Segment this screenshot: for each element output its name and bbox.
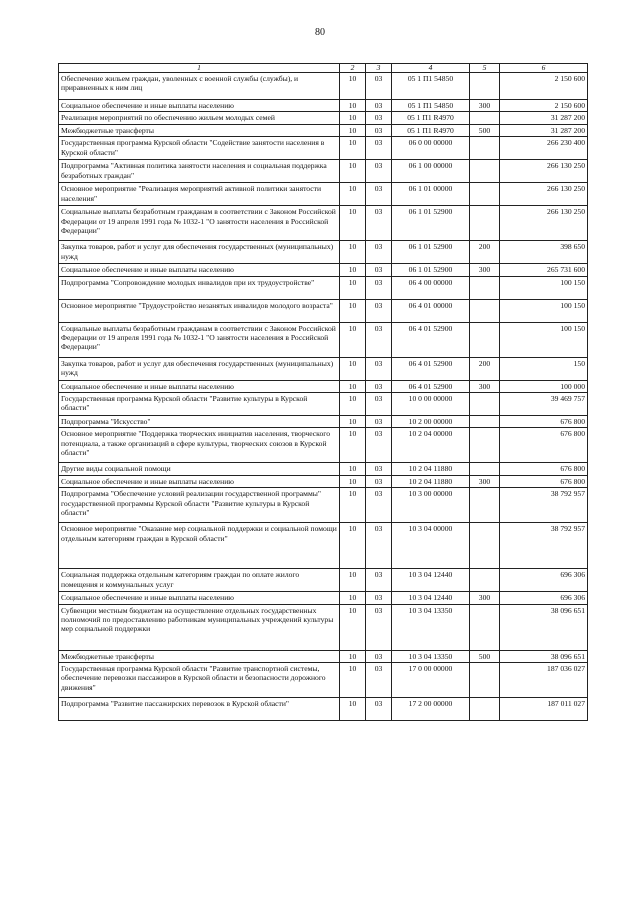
amount: 38 096 651 xyxy=(500,604,588,650)
section-code: 10 xyxy=(340,604,366,650)
expense-type-code xyxy=(470,73,500,100)
item-name: Государственная программа Курской области "Развитие культуры в Курской области" xyxy=(59,393,340,416)
item-name: Подпрограмма "Искусство" xyxy=(59,416,340,428)
section-code: 10 xyxy=(340,183,366,206)
subsection-code: 03 xyxy=(366,663,392,698)
column-header: 5 xyxy=(470,64,500,73)
amount: 266 130 250 xyxy=(500,206,588,241)
target-article-code: 10 3 04 12440 xyxy=(392,569,470,592)
expense-type-code xyxy=(470,322,500,357)
subsection-code: 03 xyxy=(366,112,392,124)
target-article-code: 05 1 П1 R4970 xyxy=(392,124,470,136)
section-code: 10 xyxy=(340,650,366,662)
subsection-code: 03 xyxy=(366,357,392,380)
table-row xyxy=(59,428,588,463)
item-name: Закупка товаров, работ и услуг для обеспечения государственных (муниципальных) нужд xyxy=(59,357,340,380)
target-article-code: 17 0 00 00000 xyxy=(392,663,470,698)
subsection-code: 03 xyxy=(366,463,392,475)
item-name: Социальное обеспечение и иные выплаты населению xyxy=(59,264,340,276)
amount: 100 150 xyxy=(500,299,588,322)
subsection-code: 03 xyxy=(366,428,392,463)
target-article-code: 06 4 01 52900 xyxy=(392,380,470,392)
expense-type-code: 300 xyxy=(470,592,500,604)
target-article-code: 10 3 04 13350 xyxy=(392,604,470,650)
section-code: 10 xyxy=(340,523,366,569)
target-article-code: 06 1 01 52900 xyxy=(392,241,470,264)
table-row xyxy=(59,663,588,698)
table-row xyxy=(59,523,588,569)
target-article-code: 05 1 П1 54850 xyxy=(392,73,470,100)
table-row xyxy=(59,698,588,721)
expense-type-code: 500 xyxy=(470,650,500,662)
section-code: 10 xyxy=(340,124,366,136)
target-article-code: 06 4 01 00000 xyxy=(392,299,470,322)
expense-type-code xyxy=(470,698,500,721)
expense-type-code xyxy=(470,523,500,569)
subsection-code: 03 xyxy=(366,73,392,100)
expense-type-code xyxy=(470,604,500,650)
target-article-code: 17 2 00 00000 xyxy=(392,698,470,721)
subsection-code: 03 xyxy=(366,592,392,604)
table-row xyxy=(59,393,588,416)
item-name: Подпрограмма "Активная политика занятости населения и социальная поддержка безработных граждан" xyxy=(59,160,340,183)
section-code: 10 xyxy=(340,73,366,100)
section-code: 10 xyxy=(340,206,366,241)
amount: 187 011 027 xyxy=(500,698,588,721)
target-article-code: 10 3 00 00000 xyxy=(392,488,470,523)
subsection-code: 03 xyxy=(366,393,392,416)
item-name: Субвенции местным бюджетам на осуществление отдельных государственных полномочий по предоставлению работникам муниципальных учреждений культуры мер социальной поддержки xyxy=(59,604,340,650)
expense-type-code xyxy=(470,569,500,592)
target-article-code: 06 4 01 52900 xyxy=(392,357,470,380)
column-header: 6 xyxy=(500,64,588,73)
target-article-code: 10 3 04 12440 xyxy=(392,592,470,604)
table-row xyxy=(59,569,588,592)
amount: 696 306 xyxy=(500,569,588,592)
item-name: Социальное обеспечение и иные выплаты населению xyxy=(59,475,340,487)
section-code: 10 xyxy=(340,276,366,299)
item-name: Закупка товаров, работ и услуг для обеспечения государственных (муниципальных) нужд xyxy=(59,241,340,264)
table-row xyxy=(59,276,588,299)
item-name: Подпрограмма "Обеспечение условий реализации государственной программы" государственной программы Курской области "Развитие культуры в Курской области" xyxy=(59,488,340,523)
expense-type-code xyxy=(470,393,500,416)
expense-type-code xyxy=(470,463,500,475)
target-article-code: 06 0 00 00000 xyxy=(392,137,470,160)
section-code: 10 xyxy=(340,299,366,322)
subsection-code: 03 xyxy=(366,124,392,136)
table-row xyxy=(59,604,588,650)
amount: 31 287 200 xyxy=(500,124,588,136)
amount: 676 800 xyxy=(500,416,588,428)
section-code: 10 xyxy=(340,100,366,112)
target-article-code: 10 2 04 11880 xyxy=(392,475,470,487)
item-name: Обеспечение жильем граждан, уволенных с военной службы (службы), и приравненных к ним лиц xyxy=(59,73,340,100)
table-row xyxy=(59,112,588,124)
subsection-code: 03 xyxy=(366,698,392,721)
expense-type-code: 200 xyxy=(470,241,500,264)
item-name: Социальное обеспечение и иные выплаты населению xyxy=(59,592,340,604)
target-article-code: 06 4 00 00000 xyxy=(392,276,470,299)
item-name: Основное мероприятие "Поддержка творческих инициатив населения, творческого потенциала, а также организаций в сфере культуры, творческих союзов в Курской области" xyxy=(59,428,340,463)
item-name: Межбюджетные трансферты xyxy=(59,650,340,662)
target-article-code: 10 2 04 11880 xyxy=(392,463,470,475)
amount: 100 150 xyxy=(500,322,588,357)
section-code: 10 xyxy=(340,264,366,276)
table-row xyxy=(59,160,588,183)
target-article-code: 05 1 П1 R4970 xyxy=(392,112,470,124)
target-article-code: 10 2 00 00000 xyxy=(392,416,470,428)
section-code: 10 xyxy=(340,663,366,698)
section-code: 10 xyxy=(340,428,366,463)
expense-type-code: 300 xyxy=(470,380,500,392)
expense-type-code: 300 xyxy=(470,100,500,112)
amount: 266 130 250 xyxy=(500,183,588,206)
item-name: Социальное обеспечение и иные выплаты населению xyxy=(59,380,340,392)
section-code: 10 xyxy=(340,463,366,475)
table-row xyxy=(59,206,588,241)
amount: 696 306 xyxy=(500,592,588,604)
expense-type-code xyxy=(470,183,500,206)
expense-type-code xyxy=(470,206,500,241)
expense-type-code: 300 xyxy=(470,264,500,276)
subsection-code: 03 xyxy=(366,241,392,264)
table-row xyxy=(59,183,588,206)
table-row xyxy=(59,299,588,322)
column-header: 2 xyxy=(340,64,366,73)
item-name: Государственная программа Курской области "Развитие транспортной системы, обеспечение перевозки пассажиров в Курской области и безопасности дорожного движения" xyxy=(59,663,340,698)
target-article-code: 06 1 01 52900 xyxy=(392,264,470,276)
section-code: 10 xyxy=(340,112,366,124)
table-row xyxy=(59,137,588,160)
amount: 39 469 757 xyxy=(500,393,588,416)
target-article-code: 06 4 01 52900 xyxy=(392,322,470,357)
amount: 187 036 027 xyxy=(500,663,588,698)
item-name: Государственная программа Курской области "Содействие занятости населения в Курской области" xyxy=(59,137,340,160)
amount: 266 230 400 xyxy=(500,137,588,160)
item-name: Социальные выплаты безработным гражданам в соответствии с Законом Российской Федерации от 19 апреля 1991 года № 1032-1 "О занятости населения в Российской Федерации" xyxy=(59,322,340,357)
amount: 150 xyxy=(500,357,588,380)
expense-type-code xyxy=(470,663,500,698)
amount: 100 150 xyxy=(500,276,588,299)
amount: 676 800 xyxy=(500,428,588,463)
budget-table xyxy=(58,63,588,721)
item-name: Социальная поддержка отдельным категориям граждан по оплате жилого помещения и коммунальных услуг xyxy=(59,569,340,592)
table-row xyxy=(59,463,588,475)
target-article-code: 05 1 П1 54850 xyxy=(392,100,470,112)
section-code: 10 xyxy=(340,137,366,160)
section-code: 10 xyxy=(340,322,366,357)
subsection-code: 03 xyxy=(366,160,392,183)
expense-type-code xyxy=(470,137,500,160)
item-name: Подпрограмма "Сопровождение молодых инвалидов при их трудоустройстве" xyxy=(59,276,340,299)
amount: 266 130 250 xyxy=(500,160,588,183)
target-article-code: 10 2 04 00000 xyxy=(392,428,470,463)
section-code: 10 xyxy=(340,416,366,428)
target-article-code: 10 3 04 00000 xyxy=(392,523,470,569)
section-code: 10 xyxy=(340,393,366,416)
expense-type-code xyxy=(470,299,500,322)
subsection-code: 03 xyxy=(366,206,392,241)
column-header: 4 xyxy=(392,64,470,73)
item-name: Реализация мероприятий по обеспечению жильем молодых семей xyxy=(59,112,340,124)
expense-type-code: 200 xyxy=(470,357,500,380)
amount: 2 150 600 xyxy=(500,100,588,112)
subsection-code: 03 xyxy=(366,569,392,592)
amount: 31 287 200 xyxy=(500,112,588,124)
table-row xyxy=(59,357,588,380)
table-row xyxy=(59,124,588,136)
target-article-code: 10 0 00 00000 xyxy=(392,393,470,416)
section-code: 10 xyxy=(340,160,366,183)
amount: 265 731 600 xyxy=(500,264,588,276)
amount: 38 096 651 xyxy=(500,650,588,662)
table-row xyxy=(59,592,588,604)
item-name: Другие виды социальной помощи xyxy=(59,463,340,475)
section-code: 10 xyxy=(340,475,366,487)
table-row xyxy=(59,241,588,264)
table-row xyxy=(59,264,588,276)
expense-type-code xyxy=(470,276,500,299)
subsection-code: 03 xyxy=(366,523,392,569)
subsection-code: 03 xyxy=(366,137,392,160)
expense-type-code xyxy=(470,160,500,183)
expense-type-code xyxy=(470,488,500,523)
table-row xyxy=(59,416,588,428)
subsection-code: 03 xyxy=(366,650,392,662)
target-article-code: 06 1 00 00000 xyxy=(392,160,470,183)
section-code: 10 xyxy=(340,488,366,523)
subsection-code: 03 xyxy=(366,488,392,523)
section-code: 10 xyxy=(340,569,366,592)
expense-type-code xyxy=(470,416,500,428)
subsection-code: 03 xyxy=(366,183,392,206)
subsection-code: 03 xyxy=(366,299,392,322)
item-name: Подпрограмма "Развитие пассажирских перевозок в Курской области" xyxy=(59,698,340,721)
amount: 676 800 xyxy=(500,475,588,487)
subsection-code: 03 xyxy=(366,604,392,650)
section-code: 10 xyxy=(340,241,366,264)
item-name: Основное мероприятие "Реализация мероприятий активной политики занятости населения" xyxy=(59,183,340,206)
item-name: Социальное обеспечение и иные выплаты населению xyxy=(59,100,340,112)
table-row xyxy=(59,488,588,523)
subsection-code: 03 xyxy=(366,416,392,428)
section-code: 10 xyxy=(340,380,366,392)
expense-type-code xyxy=(470,112,500,124)
table-row xyxy=(59,650,588,662)
expense-type-code: 300 xyxy=(470,475,500,487)
item-name: Социальные выплаты безработным гражданам в соответствии с Законом Российской Федерации от 19 апреля 1991 года № 1032-1 "О занятости населения в Российской Федерации" xyxy=(59,206,340,241)
section-code: 10 xyxy=(340,592,366,604)
table-row xyxy=(59,100,588,112)
expense-type-code: 500 xyxy=(470,124,500,136)
item-name: Основное мероприятие "Трудоустройство незанятых инвалидов молодого возраста" xyxy=(59,299,340,322)
table-row xyxy=(59,73,588,100)
subsection-code: 03 xyxy=(366,475,392,487)
page-number: 80 xyxy=(315,27,325,38)
table-header-row xyxy=(59,64,588,73)
table-row xyxy=(59,380,588,392)
table-row xyxy=(59,322,588,357)
amount: 38 792 957 xyxy=(500,488,588,523)
table-row xyxy=(59,475,588,487)
subsection-code: 03 xyxy=(366,276,392,299)
amount: 676 800 xyxy=(500,463,588,475)
section-code: 10 xyxy=(340,357,366,380)
target-article-code: 10 3 04 13350 xyxy=(392,650,470,662)
amount: 398 650 xyxy=(500,241,588,264)
amount: 2 150 600 xyxy=(500,73,588,100)
amount: 38 792 957 xyxy=(500,523,588,569)
target-article-code: 06 1 01 00000 xyxy=(392,183,470,206)
expense-type-code xyxy=(470,428,500,463)
subsection-code: 03 xyxy=(366,264,392,276)
column-header: 3 xyxy=(366,64,392,73)
target-article-code: 06 1 01 52900 xyxy=(392,206,470,241)
item-name: Межбюджетные трансферты xyxy=(59,124,340,136)
subsection-code: 03 xyxy=(366,380,392,392)
subsection-code: 03 xyxy=(366,322,392,357)
item-name: Основное мероприятие "Оказание мер социальной поддержки и социальной помощи отдельным категориям граждан в Курской области" xyxy=(59,523,340,569)
section-code: 10 xyxy=(340,698,366,721)
column-header: 1 xyxy=(59,64,340,73)
amount: 100 000 xyxy=(500,380,588,392)
subsection-code: 03 xyxy=(366,100,392,112)
